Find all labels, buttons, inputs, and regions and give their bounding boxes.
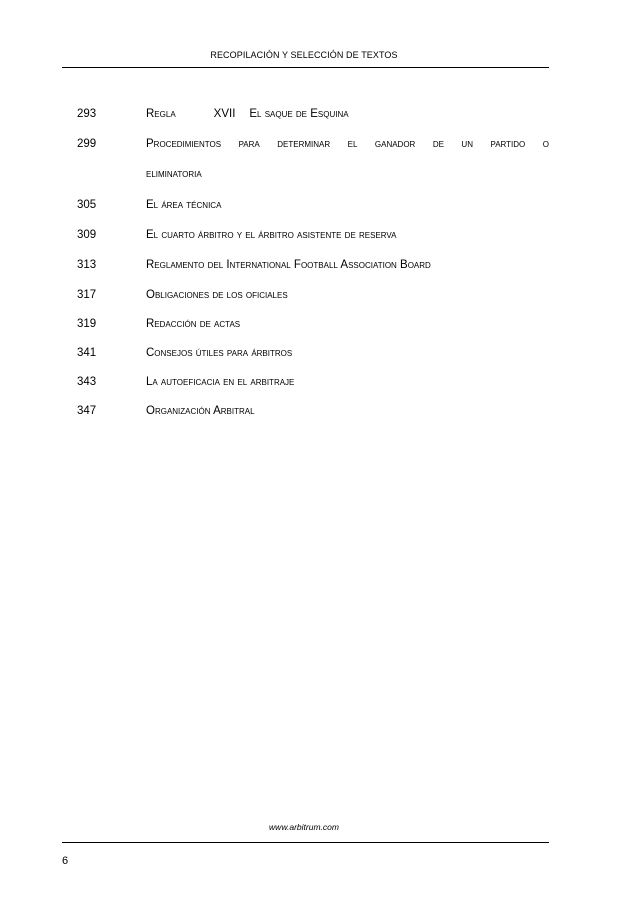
page-number: 6 [62,855,69,867]
toc-title-prefix: Regla [146,108,176,120]
toc-entry [0,404,638,424]
toc-entry-title: El área técnica [146,199,222,211]
toc-entry-title [146,107,549,121]
toc-page-number: 319 [77,318,97,330]
toc-entry [0,288,638,308]
toc-title-roman: XVII [213,108,236,120]
toc-title-suffix: El saque de Esquina [249,108,349,120]
toc-entry-title: Reglamento del International Football Association Board [146,259,431,271]
toc-entry [0,228,638,248]
toc-entry-title: El cuarto árbitro y el árbitro asistente de reserva [146,229,397,241]
toc-entry [0,107,638,127]
toc-entry [0,258,638,278]
toc-page-number: 305 [77,199,97,211]
toc-entry-title: Procedimientos para determinar el ganador de un partido o [146,138,549,150]
toc-entry-title: Consejos útiles para árbitros [146,347,293,359]
toc-page-number: 293 [77,108,97,120]
toc-page-number: 299 [77,138,97,150]
footer-divider [62,842,549,843]
toc-page-number: 317 [77,289,97,301]
toc-entry-title-continued: eliminatoria [146,168,202,180]
toc-entry-title: La autoeficacia en el arbitraje [146,376,295,388]
toc-entry [0,198,638,218]
toc-entry-title: Organización Arbitral [146,405,255,417]
running-header: RECOPILACIÓN Y SELECCIÓN DE TEXTOS [210,50,398,60]
toc-entry-title: Obligaciones de los oficiales [146,289,288,301]
toc-entry [0,137,638,157]
toc-entry [0,375,638,395]
toc-page-number: 341 [77,347,97,359]
toc-page-number: 309 [77,229,97,241]
toc-page-number: 313 [77,259,97,271]
toc-page-number: 347 [77,405,97,417]
toc-entry-continuation [0,167,638,187]
footer-website: www.arbitrum.com [269,822,339,832]
toc-entry-title: Redacción de actas [146,318,241,330]
toc-entry [0,346,638,366]
toc-entry [0,317,638,337]
header-divider [62,67,549,68]
toc-page-number: 343 [77,376,97,388]
